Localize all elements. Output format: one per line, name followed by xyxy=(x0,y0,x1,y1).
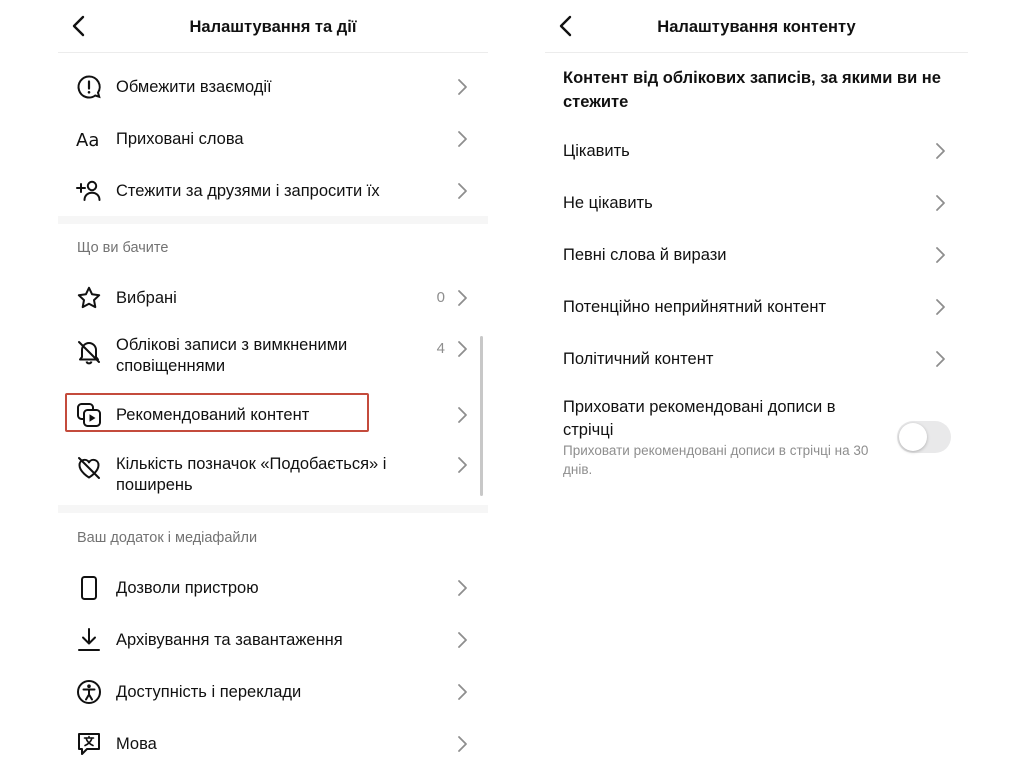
header xyxy=(58,0,488,53)
content-item-words-phrases[interactable] xyxy=(545,228,968,280)
chevron-right-icon xyxy=(934,350,946,368)
chevron-right-icon xyxy=(456,631,468,649)
download-icon xyxy=(76,627,102,653)
settings-item-device-permissions[interactable] xyxy=(58,561,488,613)
hidden-words-icon xyxy=(76,126,102,152)
settings-item-like-counts[interactable] xyxy=(58,441,488,503)
chevron-right-icon xyxy=(456,579,468,597)
setting-label: Приховати рекомендовані дописи в стрічці xyxy=(563,398,836,439)
like-count-icon xyxy=(76,455,102,481)
content-item-sensitive[interactable] xyxy=(545,280,968,332)
settings-item-follow-invite[interactable] xyxy=(58,164,488,216)
settings-item-accessibility[interactable] xyxy=(58,665,488,717)
section-title-app-media: Ваш додаток і медіафайли xyxy=(77,530,258,546)
page-title: Налаштування та дії xyxy=(189,18,357,36)
svg-text:Aa: Aa xyxy=(76,130,100,151)
hide-suggested-posts-toggle[interactable] xyxy=(897,421,951,453)
chevron-right-icon xyxy=(456,340,468,358)
item-label: Доступність і переклади xyxy=(116,683,302,701)
language-icon xyxy=(76,731,102,757)
item-count: 0 xyxy=(436,289,445,306)
section-divider xyxy=(58,505,488,513)
header xyxy=(545,0,968,53)
page-title: Налаштування контенту xyxy=(657,18,856,36)
item-label: Дозволи пристрою xyxy=(116,579,259,597)
add-friend-icon xyxy=(76,178,102,204)
content-item-interested[interactable] xyxy=(545,124,968,176)
item-label: Архівування та завантаження xyxy=(116,631,343,649)
item-label: Не цікавить xyxy=(563,194,653,212)
settings-item-language[interactable] xyxy=(58,717,488,769)
chevron-right-icon xyxy=(456,735,468,753)
settings-item-hidden-words[interactable] xyxy=(58,112,488,164)
item-label: Рекомендований контент xyxy=(116,406,310,424)
chevron-right-icon xyxy=(934,194,946,212)
chevron-right-icon xyxy=(456,289,468,307)
chevron-right-icon xyxy=(934,298,946,316)
device-icon xyxy=(76,575,102,601)
muted-bell-icon xyxy=(76,339,102,365)
item-label: Цікавить xyxy=(563,142,630,160)
chevron-right-icon xyxy=(456,683,468,701)
star-icon xyxy=(76,285,102,311)
toggle-knob xyxy=(899,423,927,451)
chevron-right-icon xyxy=(456,182,468,200)
item-label: Облікові записи з вимкненими сповіщеннями xyxy=(116,336,348,375)
hide-suggested-posts-setting xyxy=(545,394,968,484)
item-label: Потенційно неприйнятний контент xyxy=(563,298,827,316)
setting-description: Приховати рекомендовані дописи в стрічці на 30 днів. xyxy=(563,443,869,477)
section-divider xyxy=(58,216,488,224)
item-label: Політичний контент xyxy=(563,350,714,368)
chevron-right-icon xyxy=(934,246,946,264)
section-heading: Контент від облікових записів, за якими ви не стежите xyxy=(563,69,941,111)
content-item-not-interested[interactable] xyxy=(545,176,968,228)
item-label: Вибрані xyxy=(116,289,177,307)
suggested-content-icon xyxy=(76,402,102,428)
settings-and-actions-panel xyxy=(58,0,488,766)
scrollbar[interactable] xyxy=(480,336,483,496)
item-count: 4 xyxy=(436,340,445,357)
accessibility-icon xyxy=(76,679,102,705)
chevron-right-icon xyxy=(456,130,468,148)
item-label: Певні слова й вирази xyxy=(563,246,727,264)
section-title-what-you-see: Що ви бачите xyxy=(77,240,169,256)
settings-item-muted-accounts[interactable] xyxy=(58,323,488,385)
content-settings-panel xyxy=(545,0,968,766)
item-label: Мова xyxy=(116,735,157,753)
item-label: Стежити за друзями і запросити їх xyxy=(116,182,380,200)
chevron-right-icon xyxy=(456,456,468,474)
settings-item-suggested-content[interactable] xyxy=(58,388,488,440)
item-label: Обмежити взаємодії xyxy=(116,78,272,96)
item-label: Кількість позначок «Подобається» і поширень xyxy=(116,455,387,494)
chevron-right-icon xyxy=(456,78,468,96)
settings-item-restrict[interactable] xyxy=(58,60,488,112)
restrict-icon xyxy=(76,74,102,100)
settings-item-favorites[interactable] xyxy=(58,271,488,323)
settings-item-archive-download[interactable] xyxy=(58,613,488,665)
chevron-right-icon xyxy=(456,406,468,424)
chevron-right-icon xyxy=(934,142,946,160)
content-item-political[interactable] xyxy=(545,332,968,384)
item-label: Приховані слова xyxy=(116,130,244,148)
